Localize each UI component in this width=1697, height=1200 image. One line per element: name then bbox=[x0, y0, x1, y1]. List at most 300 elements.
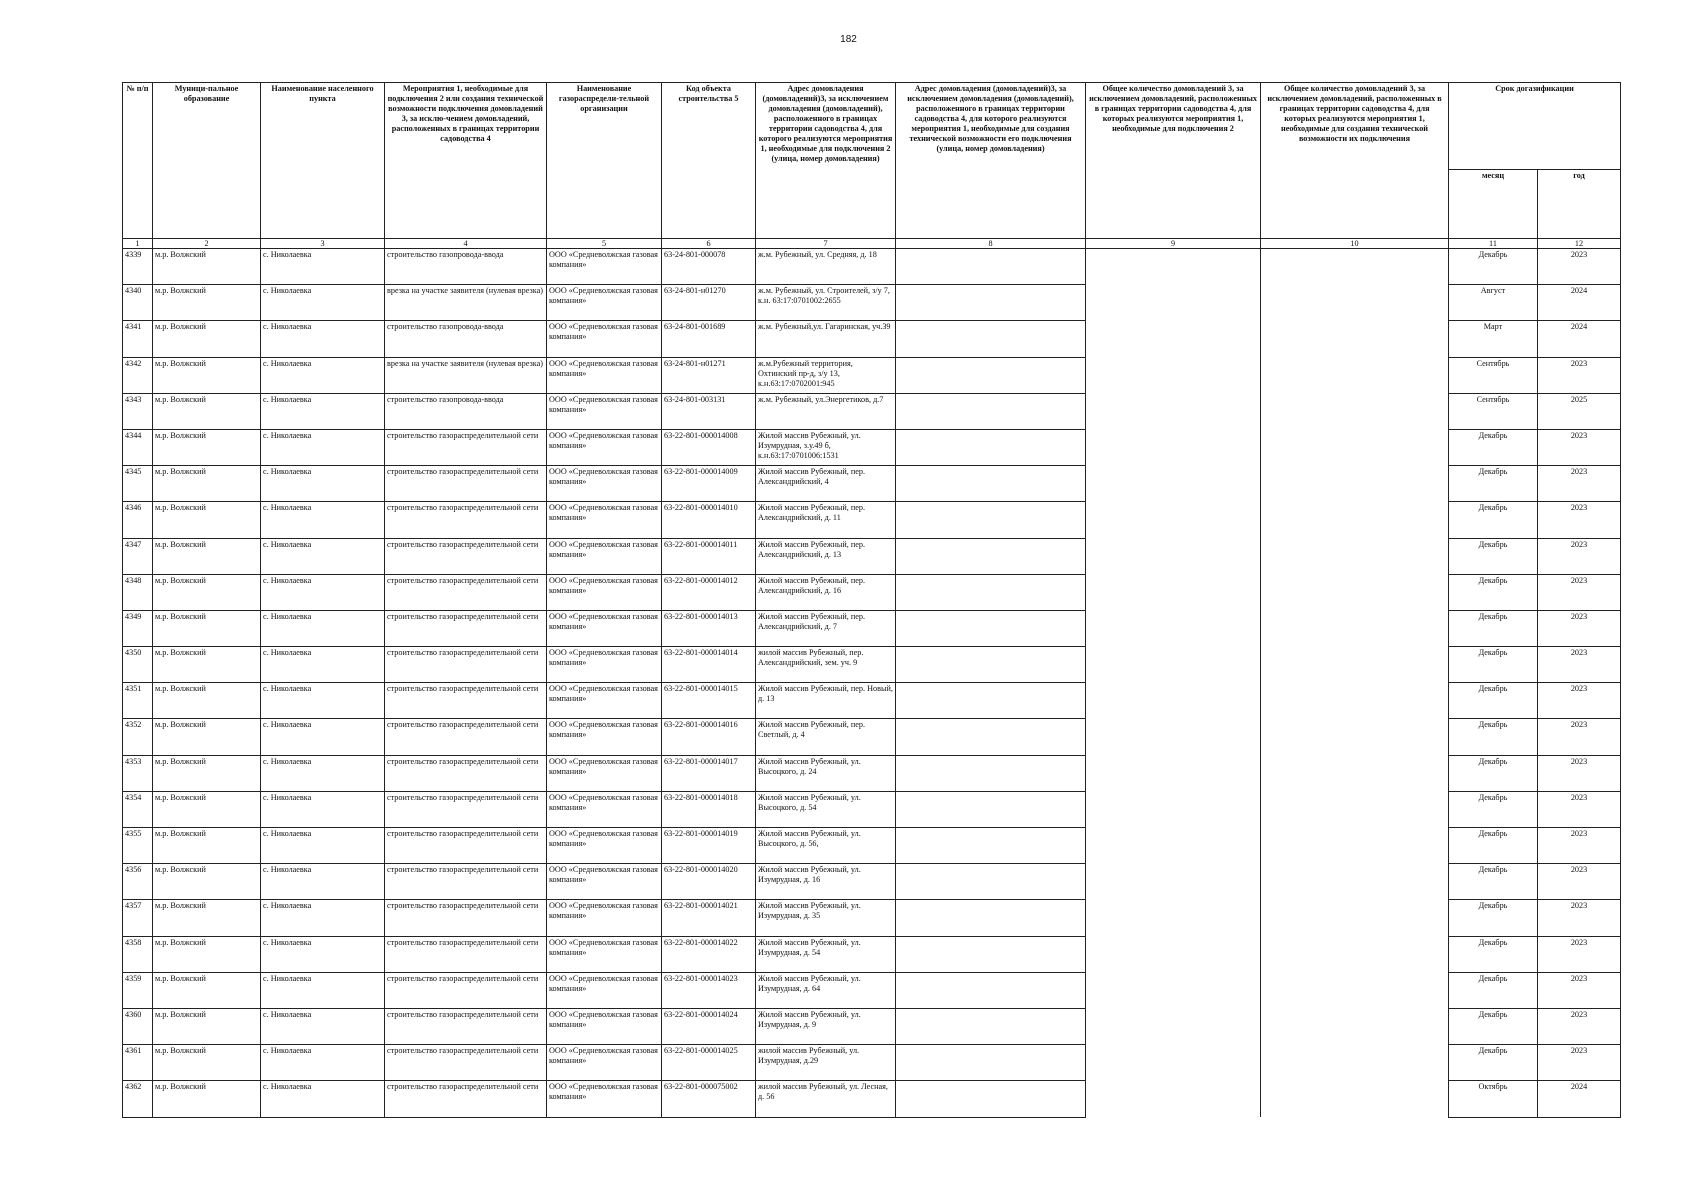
cell-month: Декабрь bbox=[1449, 719, 1538, 755]
cell-address: ж.м. Рубежный, ул.Энергетиков, д.7 bbox=[756, 393, 896, 429]
cell-measure: строительство газораспределительной сети bbox=[385, 755, 547, 791]
cell-count-capability bbox=[1261, 791, 1449, 827]
header-year: год bbox=[1538, 170, 1621, 239]
cell-address: Жилой массив Рубежный, ул. Высоцкого, д. 24 bbox=[756, 755, 896, 791]
cell-organization: ООО «Средневолжская газовая компания» bbox=[547, 647, 662, 683]
cell-address: Жилой массив Рубежный, пер. Александрийский, 4 bbox=[756, 466, 896, 502]
cell-year: 2023 bbox=[1538, 755, 1621, 791]
table-row bbox=[123, 429, 1621, 465]
cell-measure: строительство газопровода-ввода bbox=[385, 249, 547, 285]
cell-measure: строительство газораспределительной сети bbox=[385, 683, 547, 719]
cell-row-number: 4343 bbox=[123, 393, 153, 429]
cell-object-code: 63-22-801-000014023 bbox=[662, 972, 756, 1008]
cell-row-number: 4356 bbox=[123, 864, 153, 900]
cell-settlement: с. Николаевка bbox=[261, 538, 385, 574]
header-address-capability: Адрес домовладения (домовладений)3, за исключением домовладения (домовладений), расположенного в границах территории садоводства 4, для которого реализуются мероприятия 1, необходимые для создания технической возможности его подключения (улица, номер домовладения) bbox=[896, 83, 1086, 239]
cell-row-number: 4351 bbox=[123, 683, 153, 719]
cell-organization: ООО «Средневолжская газовая компания» bbox=[547, 791, 662, 827]
cell-object-code: 63-22-801-000014016 bbox=[662, 719, 756, 755]
cell-organization: ООО «Средневолжская газовая компания» bbox=[547, 429, 662, 465]
cell-capability-address bbox=[896, 321, 1086, 357]
cell-year: 2023 bbox=[1538, 900, 1621, 936]
table-row bbox=[123, 357, 1621, 393]
cell-count-capability bbox=[1261, 972, 1449, 1008]
cell-settlement: с. Николаевка bbox=[261, 864, 385, 900]
cell-settlement: с. Николаевка bbox=[261, 393, 385, 429]
cell-year: 2023 bbox=[1538, 936, 1621, 972]
cell-count-connection bbox=[1086, 393, 1261, 429]
cell-organization: ООО «Средневолжская газовая компания» bbox=[547, 321, 662, 357]
cell-count-capability bbox=[1261, 828, 1449, 864]
cell-month: Декабрь bbox=[1449, 1045, 1538, 1081]
cell-measure: врезка на участке заявителя (нулевая врезка) bbox=[385, 285, 547, 321]
cell-year: 2023 bbox=[1538, 828, 1621, 864]
cell-municipality: м.р. Волжский bbox=[153, 647, 261, 683]
cell-year: 2023 bbox=[1538, 610, 1621, 646]
cell-municipality: м.р. Волжский bbox=[153, 249, 261, 285]
cell-object-code: 63-22-801-000014010 bbox=[662, 502, 756, 538]
cell-year: 2023 bbox=[1538, 972, 1621, 1008]
cell-capability-address bbox=[896, 828, 1086, 864]
cell-year: 2024 bbox=[1538, 321, 1621, 357]
column-number: 5 bbox=[547, 239, 662, 249]
cell-capability-address bbox=[896, 791, 1086, 827]
cell-municipality: м.р. Волжский bbox=[153, 1045, 261, 1081]
cell-count-connection bbox=[1086, 1008, 1261, 1044]
cell-year: 2023 bbox=[1538, 683, 1621, 719]
cell-row-number: 4346 bbox=[123, 502, 153, 538]
cell-month: Декабрь bbox=[1449, 647, 1538, 683]
cell-object-code: 63-22-801-000014008 bbox=[662, 429, 756, 465]
cell-count-capability bbox=[1261, 502, 1449, 538]
header-count-connection: Общее количество домовладений 3, за исключением домовладений, расположенных в границах территории садоводства 4, для которых реализуются мероприятия 1, необходимые для подключения 2 bbox=[1086, 83, 1261, 239]
cell-settlement: с. Николаевка bbox=[261, 791, 385, 827]
cell-year: 2023 bbox=[1538, 466, 1621, 502]
cell-year: 2023 bbox=[1538, 249, 1621, 285]
table-row bbox=[123, 828, 1621, 864]
cell-settlement: с. Николаевка bbox=[261, 1008, 385, 1044]
cell-address: Жилой массив Рубежный, ул. Изумрудная, д. 9 bbox=[756, 1008, 896, 1044]
cell-organization: ООО «Средневолжская газовая компания» bbox=[547, 828, 662, 864]
cell-year: 2023 bbox=[1538, 429, 1621, 465]
cell-address: ж.м.Рубежный территория, Охтинский пр-д, з/у 13, к.н.63:17:0702001:945 bbox=[756, 357, 896, 393]
table-row bbox=[123, 936, 1621, 972]
cell-object-code: 63-22-801-000014021 bbox=[662, 900, 756, 936]
cell-count-connection bbox=[1086, 1081, 1261, 1117]
column-number: 10 bbox=[1261, 239, 1449, 249]
cell-organization: ООО «Средневолжская газовая компания» bbox=[547, 755, 662, 791]
cell-address: Жилой массив Рубежный, пер. Новый, д. 13 bbox=[756, 683, 896, 719]
cell-count-capability bbox=[1261, 429, 1449, 465]
cell-year: 2023 bbox=[1538, 574, 1621, 610]
cell-capability-address bbox=[896, 249, 1086, 285]
table-row bbox=[123, 285, 1621, 321]
cell-capability-address bbox=[896, 755, 1086, 791]
table-row bbox=[123, 864, 1621, 900]
cell-settlement: с. Николаевка bbox=[261, 1081, 385, 1117]
cell-year: 2023 bbox=[1538, 719, 1621, 755]
cell-object-code: 63-22-801-000014011 bbox=[662, 538, 756, 574]
cell-municipality: м.р. Волжский bbox=[153, 828, 261, 864]
cell-row-number: 4349 bbox=[123, 610, 153, 646]
cell-capability-address bbox=[896, 1045, 1086, 1081]
cell-count-connection bbox=[1086, 574, 1261, 610]
table-body bbox=[123, 249, 1621, 1118]
table-row bbox=[123, 466, 1621, 502]
cell-municipality: м.р. Волжский bbox=[153, 321, 261, 357]
cell-count-capability bbox=[1261, 393, 1449, 429]
cell-count-connection bbox=[1086, 828, 1261, 864]
cell-organization: ООО «Средневолжская газовая компания» bbox=[547, 538, 662, 574]
cell-organization: ООО «Средневолжская газовая компания» bbox=[547, 610, 662, 646]
cell-count-capability bbox=[1261, 1081, 1449, 1117]
cell-settlement: с. Николаевка bbox=[261, 828, 385, 864]
header-municipality: Муници-пальное образование bbox=[153, 83, 261, 239]
cell-object-code: 63-22-801-000014020 bbox=[662, 864, 756, 900]
table-row bbox=[123, 538, 1621, 574]
column-numbers-row bbox=[123, 239, 1621, 249]
cell-settlement: с. Николаевка bbox=[261, 502, 385, 538]
cell-count-capability bbox=[1261, 1045, 1449, 1081]
cell-settlement: с. Николаевка bbox=[261, 683, 385, 719]
header-address-connection: Адрес домовладения (домовладений)3, за исключением домовладения (домовладений), расположенного в границах территории садоводства 4, для которого реализуются мероприятия 1, необходимые для подключения 2 (улица, номер домовладения) bbox=[756, 83, 896, 239]
header-settlement: Наименование населенного пункта bbox=[261, 83, 385, 239]
cell-row-number: 4357 bbox=[123, 900, 153, 936]
cell-measure: строительство газопровода-ввода bbox=[385, 393, 547, 429]
column-number: 6 bbox=[662, 239, 756, 249]
cell-capability-address bbox=[896, 936, 1086, 972]
cell-count-connection bbox=[1086, 936, 1261, 972]
cell-capability-address bbox=[896, 610, 1086, 646]
cell-row-number: 4355 bbox=[123, 828, 153, 864]
cell-address: Жилой массив Рубежный, ул. Изумрудная, д. 16 bbox=[756, 864, 896, 900]
table-row bbox=[123, 610, 1621, 646]
cell-count-capability bbox=[1261, 574, 1449, 610]
cell-organization: ООО «Средневолжская газовая компания» bbox=[547, 249, 662, 285]
cell-measure: строительство газораспределительной сети bbox=[385, 1008, 547, 1044]
cell-count-capability bbox=[1261, 466, 1449, 502]
cell-address: Жилой массив Рубежный, ул. Изумрудная, д. 64 bbox=[756, 972, 896, 1008]
cell-year: 2023 bbox=[1538, 791, 1621, 827]
cell-object-code: 63-24-801-н01271 bbox=[662, 357, 756, 393]
cell-count-connection bbox=[1086, 647, 1261, 683]
cell-row-number: 4339 bbox=[123, 249, 153, 285]
cell-address: ж.м. Рубежный, ул. Средняя, д. 18 bbox=[756, 249, 896, 285]
cell-organization: ООО «Средневолжская газовая компания» bbox=[547, 1008, 662, 1044]
cell-measure: строительство газораспределительной сети bbox=[385, 1045, 547, 1081]
cell-count-connection bbox=[1086, 466, 1261, 502]
cell-year: 2023 bbox=[1538, 357, 1621, 393]
table-row bbox=[123, 683, 1621, 719]
table-row bbox=[123, 900, 1621, 936]
gasification-table bbox=[122, 82, 1621, 1118]
cell-capability-address bbox=[896, 972, 1086, 1008]
cell-count-connection bbox=[1086, 864, 1261, 900]
cell-address: Жилой массив Рубежный, пер. Александрийский, д. 11 bbox=[756, 502, 896, 538]
cell-month: Декабрь bbox=[1449, 828, 1538, 864]
cell-count-capability bbox=[1261, 1008, 1449, 1044]
cell-settlement: с. Николаевка bbox=[261, 610, 385, 646]
cell-count-connection bbox=[1086, 429, 1261, 465]
cell-address: Жилой массив Рубежный, ул. Изумрудная, з.у.49 б, к.н.63:17:0701006:1531 bbox=[756, 429, 896, 465]
page-number: 182 bbox=[840, 34, 857, 45]
cell-settlement: с. Николаевка bbox=[261, 429, 385, 465]
cell-municipality: м.р. Волжский bbox=[153, 791, 261, 827]
cell-settlement: с. Николаевка bbox=[261, 900, 385, 936]
cell-municipality: м.р. Волжский bbox=[153, 357, 261, 393]
cell-organization: ООО «Средневолжская газовая компания» bbox=[547, 900, 662, 936]
cell-organization: ООО «Средневолжская газовая компания» bbox=[547, 285, 662, 321]
cell-measure: строительство газораспределительной сети bbox=[385, 466, 547, 502]
cell-count-connection bbox=[1086, 683, 1261, 719]
cell-organization: ООО «Средневолжская газовая компания» bbox=[547, 502, 662, 538]
cell-capability-address bbox=[896, 647, 1086, 683]
cell-object-code: 63-22-801-000014015 bbox=[662, 683, 756, 719]
cell-month: Декабрь bbox=[1449, 755, 1538, 791]
cell-object-code: 63-24-801-000078 bbox=[662, 249, 756, 285]
cell-capability-address bbox=[896, 719, 1086, 755]
cell-month: Декабрь bbox=[1449, 864, 1538, 900]
cell-address: Жилой массив Рубежный, пер. Светлый, д. 4 bbox=[756, 719, 896, 755]
cell-object-code: 63-22-801-000075002 bbox=[662, 1081, 756, 1117]
cell-organization: ООО «Средневолжская газовая компания» bbox=[547, 1045, 662, 1081]
cell-month: Март bbox=[1449, 321, 1538, 357]
cell-settlement: с. Николаевка bbox=[261, 719, 385, 755]
cell-object-code: 63-24-801-003131 bbox=[662, 393, 756, 429]
cell-organization: ООО «Средневолжская газовая компания» bbox=[547, 683, 662, 719]
cell-object-code: 63-22-801-000014009 bbox=[662, 466, 756, 502]
cell-count-connection bbox=[1086, 791, 1261, 827]
cell-month: Декабрь bbox=[1449, 574, 1538, 610]
cell-row-number: 4345 bbox=[123, 466, 153, 502]
cell-row-number: 4362 bbox=[123, 1081, 153, 1117]
cell-count-connection bbox=[1086, 538, 1261, 574]
cell-object-code: 63-22-801-000014013 bbox=[662, 610, 756, 646]
column-number: 3 bbox=[261, 239, 385, 249]
cell-municipality: м.р. Волжский bbox=[153, 574, 261, 610]
table-row bbox=[123, 755, 1621, 791]
cell-address: Жилой массив Рубежный, пер. Александрийский, д. 13 bbox=[756, 538, 896, 574]
cell-municipality: м.р. Волжский bbox=[153, 502, 261, 538]
cell-row-number: 4360 bbox=[123, 1008, 153, 1044]
cell-row-number: 4359 bbox=[123, 972, 153, 1008]
cell-capability-address bbox=[896, 393, 1086, 429]
cell-row-number: 4361 bbox=[123, 1045, 153, 1081]
cell-year: 2023 bbox=[1538, 647, 1621, 683]
cell-address: ж.м. Рубежный,ул. Гагаринская, уч.39 bbox=[756, 321, 896, 357]
cell-municipality: м.р. Волжский bbox=[153, 538, 261, 574]
cell-count-connection bbox=[1086, 719, 1261, 755]
cell-object-code: 63-24-801-н01270 bbox=[662, 285, 756, 321]
table-row bbox=[123, 249, 1621, 285]
cell-measure: строительство газораспределительной сети bbox=[385, 791, 547, 827]
header-number: № п/п bbox=[123, 83, 153, 239]
cell-month: Декабрь bbox=[1449, 610, 1538, 646]
cell-settlement: с. Николаевка bbox=[261, 936, 385, 972]
cell-month: Декабрь bbox=[1449, 972, 1538, 1008]
cell-capability-address bbox=[896, 683, 1086, 719]
header-count-capability: Общее количество домовладений 3, за исключением домовладений, расположенных в границах территории садоводства 4, для которых реализуются мероприятия 1, необходимые для создания технической возможности их подключения bbox=[1261, 83, 1449, 239]
table-row bbox=[123, 972, 1621, 1008]
cell-capability-address bbox=[896, 429, 1086, 465]
cell-month: Декабрь bbox=[1449, 538, 1538, 574]
cell-measure: строительство газораспределительной сети bbox=[385, 574, 547, 610]
cell-organization: ООО «Средневолжская газовая компания» bbox=[547, 864, 662, 900]
cell-municipality: м.р. Волжский bbox=[153, 972, 261, 1008]
cell-row-number: 4358 bbox=[123, 936, 153, 972]
cell-organization: ООО «Средневолжская газовая компания» bbox=[547, 574, 662, 610]
table-row bbox=[123, 791, 1621, 827]
cell-row-number: 4352 bbox=[123, 719, 153, 755]
cell-organization: ООО «Средневолжская газовая компания» bbox=[547, 972, 662, 1008]
cell-count-connection bbox=[1086, 900, 1261, 936]
cell-month: Сентябрь bbox=[1449, 393, 1538, 429]
cell-object-code: 63-22-801-000014025 bbox=[662, 1045, 756, 1081]
table-row bbox=[123, 1008, 1621, 1044]
column-number: 1 bbox=[123, 239, 153, 249]
cell-year: 2024 bbox=[1538, 1081, 1621, 1117]
cell-count-capability bbox=[1261, 538, 1449, 574]
cell-municipality: м.р. Волжский bbox=[153, 285, 261, 321]
cell-count-connection bbox=[1086, 972, 1261, 1008]
cell-row-number: 4348 bbox=[123, 574, 153, 610]
cell-measure: строительство газораспределительной сети bbox=[385, 936, 547, 972]
table-row bbox=[123, 647, 1621, 683]
cell-organization: ООО «Средневолжская газовая компания» bbox=[547, 466, 662, 502]
cell-object-code: 63-22-801-000014014 bbox=[662, 647, 756, 683]
cell-object-code: 63-22-801-000014022 bbox=[662, 936, 756, 972]
table-row bbox=[123, 502, 1621, 538]
cell-month: Декабрь bbox=[1449, 249, 1538, 285]
cell-row-number: 4354 bbox=[123, 791, 153, 827]
column-number: 12 bbox=[1538, 239, 1621, 249]
cell-capability-address bbox=[896, 502, 1086, 538]
cell-settlement: с. Николаевка bbox=[261, 285, 385, 321]
cell-settlement: с. Николаевка bbox=[261, 321, 385, 357]
header-deadline: Срок догазификации bbox=[1449, 83, 1621, 170]
table-row bbox=[123, 321, 1621, 357]
cell-capability-address bbox=[896, 538, 1086, 574]
cell-municipality: м.р. Волжский bbox=[153, 900, 261, 936]
cell-organization: ООО «Средневолжская газовая компания» bbox=[547, 393, 662, 429]
cell-municipality: м.р. Волжский bbox=[153, 466, 261, 502]
cell-municipality: м.р. Волжский bbox=[153, 864, 261, 900]
cell-municipality: м.р. Волжский bbox=[153, 683, 261, 719]
cell-month: Декабрь bbox=[1449, 429, 1538, 465]
cell-month: Октябрь bbox=[1449, 1081, 1538, 1117]
column-number: 11 bbox=[1449, 239, 1538, 249]
header-organization: Наименование газораспредели-тельной организации bbox=[547, 83, 662, 239]
cell-capability-address bbox=[896, 466, 1086, 502]
cell-count-connection bbox=[1086, 610, 1261, 646]
cell-municipality: м.р. Волжский bbox=[153, 719, 261, 755]
cell-month: Декабрь bbox=[1449, 1008, 1538, 1044]
cell-year: 2023 bbox=[1538, 864, 1621, 900]
cell-month: Август bbox=[1449, 285, 1538, 321]
cell-address: жилой массив Рубежный, ул. Лесная, д. 56 bbox=[756, 1081, 896, 1117]
cell-row-number: 4344 bbox=[123, 429, 153, 465]
cell-municipality: м.р. Волжский bbox=[153, 936, 261, 972]
column-number: 9 bbox=[1086, 239, 1261, 249]
cell-settlement: с. Николаевка bbox=[261, 357, 385, 393]
cell-measure: строительство газопровода-ввода bbox=[385, 321, 547, 357]
cell-measure: строительство газораспределительной сети bbox=[385, 864, 547, 900]
cell-organization: ООО «Средневолжская газовая компания» bbox=[547, 719, 662, 755]
cell-count-capability bbox=[1261, 285, 1449, 321]
cell-month: Декабрь bbox=[1449, 683, 1538, 719]
header-month: месяц bbox=[1449, 170, 1538, 239]
column-number: 2 bbox=[153, 239, 261, 249]
cell-count-connection bbox=[1086, 321, 1261, 357]
cell-capability-address bbox=[896, 574, 1086, 610]
cell-measure: строительство газораспределительной сети bbox=[385, 538, 547, 574]
cell-settlement: с. Николаевка bbox=[261, 755, 385, 791]
cell-object-code: 63-22-801-000014019 bbox=[662, 828, 756, 864]
cell-settlement: с. Николаевка bbox=[261, 466, 385, 502]
cell-settlement: с. Николаевка bbox=[261, 972, 385, 1008]
cell-row-number: 4342 bbox=[123, 357, 153, 393]
cell-object-code: 63-22-801-000014017 bbox=[662, 755, 756, 791]
cell-year: 2024 bbox=[1538, 285, 1621, 321]
cell-address: Жилой массив Рубежный, ул. Изумрудная, д. 54 bbox=[756, 936, 896, 972]
cell-month: Декабрь bbox=[1449, 791, 1538, 827]
cell-capability-address bbox=[896, 357, 1086, 393]
cell-count-connection bbox=[1086, 755, 1261, 791]
cell-organization: ООО «Средневолжская газовая компания» bbox=[547, 357, 662, 393]
header-measures: Мероприятия 1, необходимые для подключения 2 или создания технической возможности подключения домовладений 3, за исклю-чением домовладений, расположенных в границах территории садоводства 4 bbox=[385, 83, 547, 239]
cell-address: Жилой массив Рубежный, ул. Высоцкого, д. 56, bbox=[756, 828, 896, 864]
cell-count-connection bbox=[1086, 1045, 1261, 1081]
cell-object-code: 63-22-801-000014018 bbox=[662, 791, 756, 827]
cell-year: 2023 bbox=[1538, 538, 1621, 574]
cell-year: 2023 bbox=[1538, 1008, 1621, 1044]
cell-count-capability bbox=[1261, 719, 1449, 755]
table-row bbox=[123, 574, 1621, 610]
cell-year: 2023 bbox=[1538, 502, 1621, 538]
cell-measure: строительство газораспределительной сети bbox=[385, 610, 547, 646]
column-number: 7 bbox=[756, 239, 896, 249]
cell-municipality: м.р. Волжский bbox=[153, 1081, 261, 1117]
cell-count-connection bbox=[1086, 357, 1261, 393]
cell-object-code: 63-22-801-000014024 bbox=[662, 1008, 756, 1044]
cell-row-number: 4340 bbox=[123, 285, 153, 321]
cell-measure: строительство газораспределительной сети bbox=[385, 719, 547, 755]
header-object-code: Код объекта строительства 5 bbox=[662, 83, 756, 239]
cell-address: Жилой массив Рубежный, пер. Александрийский, д. 16 bbox=[756, 574, 896, 610]
cell-address: жилой массив Рубежный, ул. Изумрудная, д.29 bbox=[756, 1045, 896, 1081]
cell-count-capability bbox=[1261, 900, 1449, 936]
cell-row-number: 4353 bbox=[123, 755, 153, 791]
cell-count-connection bbox=[1086, 249, 1261, 285]
cell-row-number: 4347 bbox=[123, 538, 153, 574]
cell-address: жилой массив Рубежный, пер. Александрийский, зем. уч. 9 bbox=[756, 647, 896, 683]
cell-measure: врезка на участке заявителя (нулевая врезка) bbox=[385, 357, 547, 393]
cell-object-code: 63-22-801-000014012 bbox=[662, 574, 756, 610]
cell-month: Декабрь bbox=[1449, 900, 1538, 936]
cell-count-capability bbox=[1261, 357, 1449, 393]
cell-address: ж.м. Рубежный, ул. Строителей, з/у 7, к.н. 63:17:0701002:2655 bbox=[756, 285, 896, 321]
cell-count-capability bbox=[1261, 647, 1449, 683]
cell-object-code: 63-24-801-001689 bbox=[662, 321, 756, 357]
cell-municipality: м.р. Волжский bbox=[153, 429, 261, 465]
cell-measure: строительство газораспределительной сети bbox=[385, 828, 547, 864]
cell-month: Сентябрь bbox=[1449, 357, 1538, 393]
cell-settlement: с. Николаевка bbox=[261, 647, 385, 683]
table-row bbox=[123, 393, 1621, 429]
cell-capability-address bbox=[896, 285, 1086, 321]
cell-settlement: с. Николаевка bbox=[261, 249, 385, 285]
cell-count-capability bbox=[1261, 936, 1449, 972]
